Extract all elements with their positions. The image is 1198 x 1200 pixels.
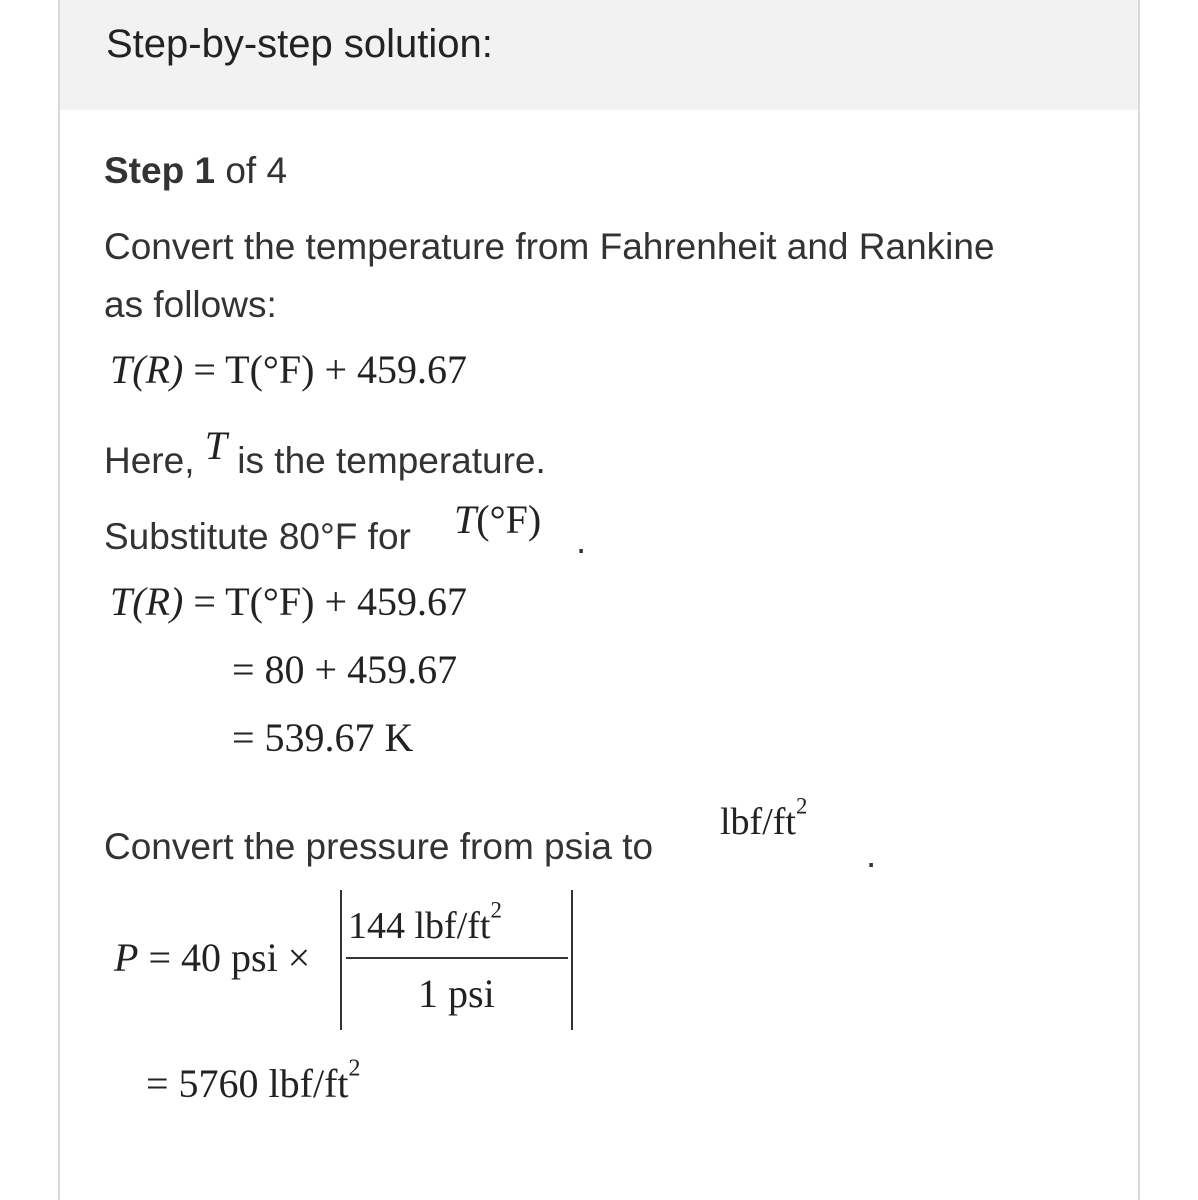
here-variable: T [204, 423, 228, 468]
intro-line-1: Convert the temperature from Fahrenheit and Rankine [104, 226, 995, 267]
formula-rhs: = T(°F) + 459.67 [193, 347, 468, 392]
substitute-math: T(°F) [454, 497, 542, 542]
substitute-text: Substitute 80°F for [104, 516, 411, 557]
step-of-total: of 4 [225, 150, 288, 191]
formula-lhs: T(R) [110, 347, 184, 392]
step-word: Step [104, 150, 185, 191]
pressure-result-text: = 5760 lbf/ft [146, 1061, 349, 1106]
calc-line-1 [110, 578, 467, 625]
calc-rhs: = T(°F) + 459.67 [193, 579, 468, 624]
pressure-result [146, 1055, 361, 1107]
here-prefix: Here, [104, 440, 195, 481]
pressure-calc-lhs [114, 934, 310, 981]
intro-line-2: as follows: [104, 284, 277, 325]
pressure-unit [720, 793, 808, 844]
fraction-denominator: 1 psi [418, 971, 495, 1016]
step-number: 1 [194, 150, 216, 191]
fraction-bar [346, 957, 568, 959]
pressure-text: Convert the pressure from psia to [104, 826, 654, 867]
step-label [104, 150, 287, 192]
substitute-period: . [576, 520, 587, 561]
numerator-text: 144 lbf/ft [348, 905, 491, 947]
here-suffix: is the temperature. [237, 440, 546, 481]
numerator-exp: 2 [490, 897, 502, 923]
here-line [104, 423, 546, 483]
pressure-result-exp: 2 [348, 1055, 361, 1082]
bracket-right [571, 890, 573, 1030]
fraction-numerator [348, 897, 502, 948]
pressure-unit-base: lbf/ft [720, 801, 796, 843]
pressure-var: P [114, 935, 139, 980]
calc-line-2: = 80 + 459.67 [232, 647, 458, 692]
calc-lhs: T(R) [110, 579, 184, 624]
header-title: Step-by-step solution: [106, 22, 493, 66]
pressure-period: . [866, 834, 877, 875]
formula-rankine [110, 346, 467, 393]
pressure-unit-exp: 2 [795, 793, 808, 819]
pressure-mid: = 40 psi × [148, 935, 311, 980]
solution-header [60, 0, 1138, 110]
bracket-left [340, 890, 342, 1030]
calc-line-3: = 539.67 K [232, 715, 414, 760]
